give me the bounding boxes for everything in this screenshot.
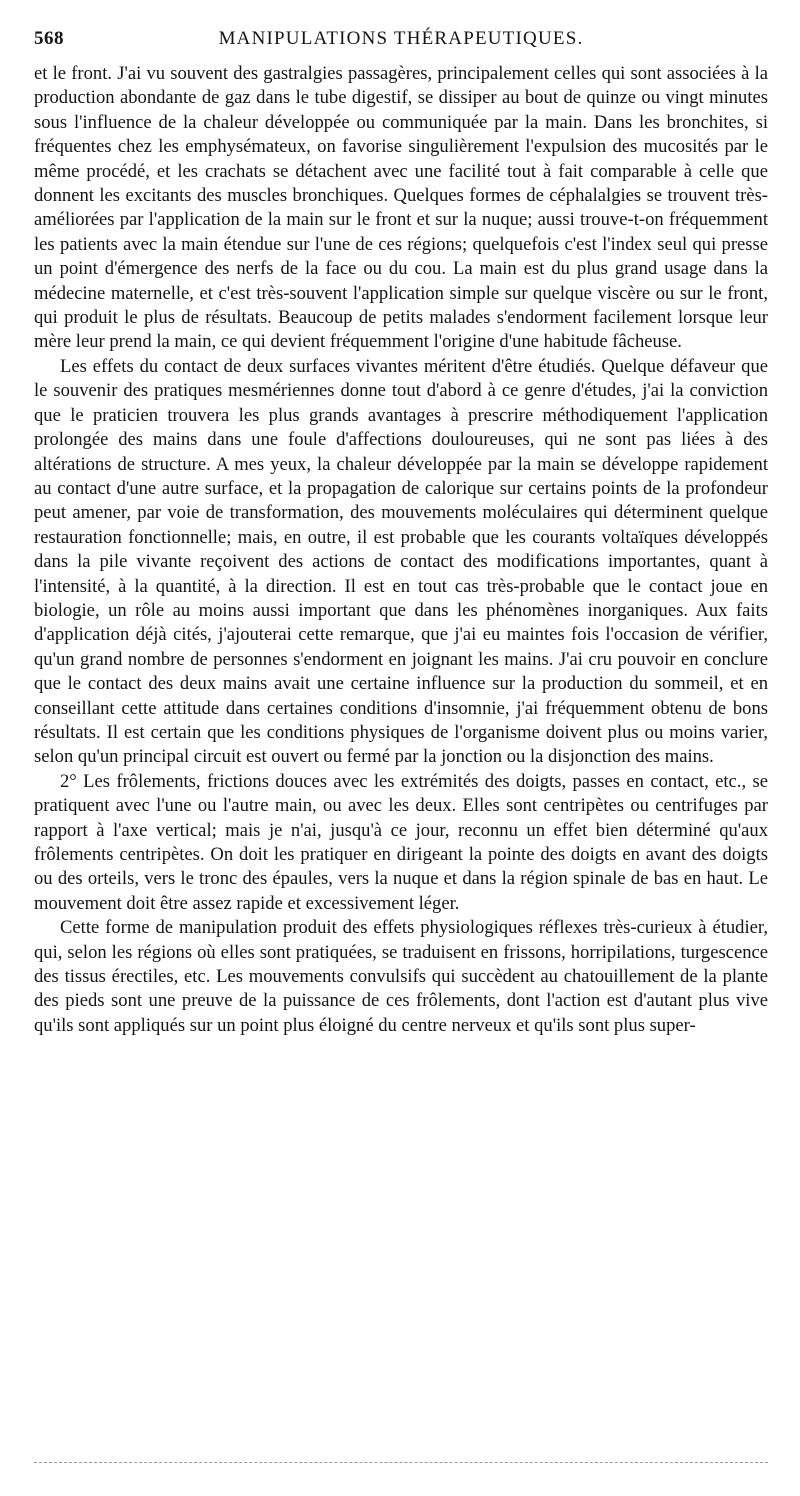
footer-rule bbox=[34, 1462, 768, 1463]
paragraph-2: Les effets du contact de deux surfaces vivantes méritent d'être étudiés. Quelque défaveur que le souvenir des pratiques mesmériennes donne tout d'abord à ce genre d'études, j'ai la conviction que le praticien trouvera les plus grands avantages à prescrire méthodiquement l'application prolongée des mains dans une foule d'affections douloureuses, qui ne sont pas liées à des altérations de structure. A mes yeux, la chaleur développée par la main se développe rapidement au contact d'une autre surface, et la propagation de calorique sur certains points de la profondeur peut amener, par voie de transformation, des mouvements moléculaires qui déterminent quelque restauration fonctionnelle; mais, en outre, il est probable que les courants voltaïques développés dans la pile vivante reçoivent des actions de contact des modifications importantes, quant à l'intensité, à la quantité, à la direction. Il est en tout cas très-probable que le contact joue en biologie, un rôle au moins aussi important que dans les phénomènes inorganiques. Aux faits d'application déjà cités, j'ajouterai cette remarque, que j'ai eu maintes fois l'occasion de vérifier, qu'un grand nombre de personnes s'endorment en joignant les mains. J'ai cru pouvoir en conclure que le contact des deux mains avait une certaine influence sur la production du sommeil, et en conseillant cette attitude dans certaines conditions d'insomnie, j'ai fréquemment obtenu de bons résultats. Il est certain que les conditions physiques de l'organisme doivent plus ou moins varier, selon qu'un principal circuit est ouvert ou fermé par la jonction ou la disjonction des mains. bbox=[34, 355, 768, 768]
book-page bbox=[34, 22, 768, 1038]
paragraph-3: 2° Les frôlements, frictions douces avec les extrémités des doigts, passes en contact, etc., se pratiquent avec l'une ou l'autre main, ou avec les deux. Elles sont centripètes ou centrifuges par rapport à l'axe vertical; mais je n'ai, jusqu'à ce jour, reconnu un effet bien déterminé qu'aux frôlements centripètes. On doit les pratiquer en dirigeant la pointe des doigts en avant des doigts ou des orteils, vers le tronc des épaules, vers la nuque et dans la région spinale de bas en haut. Le mouvement doit être assez rapide et excessivement léger. bbox=[34, 770, 768, 914]
body-text bbox=[34, 62, 768, 1038]
paragraph-1: et le front. J'ai vu souvent des gastralgies passagères, principalement celles qui sont associées à la production abondante de gaz dans le tube digestif, se dissiper au bout de quinze ou vingt minutes sous l'influence de la chaleur développée ou communiquée par la main. Dans les bronchites, si fréquentes chez les emphysémateux, on favorise singulièrement l'expulsion des mucosités par le même procédé, et les crachats se détachent avec une facilité tout à fait comparable à celle que donnent les excitants des muscles bronchiques. Quelques formes de céphalalgies se trouvent très-améliorées par l'application de la main sur le front et sur la nuque; aussi trouve-t-on fréquemment les patients avec la main étendue sur l'une de ces régions; quelquefois c'est l'index seul qui presse un point d'émergence des nerfs de la face ou du cou. La main est du plus grand usage dans la médecine maternelle, et c'est très-souvent l'application simple sur quelque viscère ou sur le front, qui produit le plus de résultats. Beaucoup de petits malades s'endorment facilement lorsque leur mère leur prend la main, ce qui devient fréquemment l'origine d'une habitude fâcheuse. bbox=[34, 63, 768, 353]
page-number: 568 bbox=[34, 28, 64, 49]
running-title: MANIPULATIONS THÉRAPEUTIQUES. bbox=[218, 28, 584, 49]
page-header bbox=[34, 22, 768, 62]
paragraph-4: Cette forme de manipulation produit des effets physiologiques réflexes très-curieux à étudier, qui, selon les régions où elles sont pratiquées, se traduisent en frissons, horripilations, turgescence des tissus érectiles, etc. Les mouvements convulsifs qui succèdent au chatouillement de la plante des pieds sont une preuve de la puissance de ces frôlements, dont l'action est d'autant plus vive qu'ils sont appliqués sur un point plus éloigné du centre nerveux et qu'ils sont plus super- bbox=[34, 917, 768, 1036]
